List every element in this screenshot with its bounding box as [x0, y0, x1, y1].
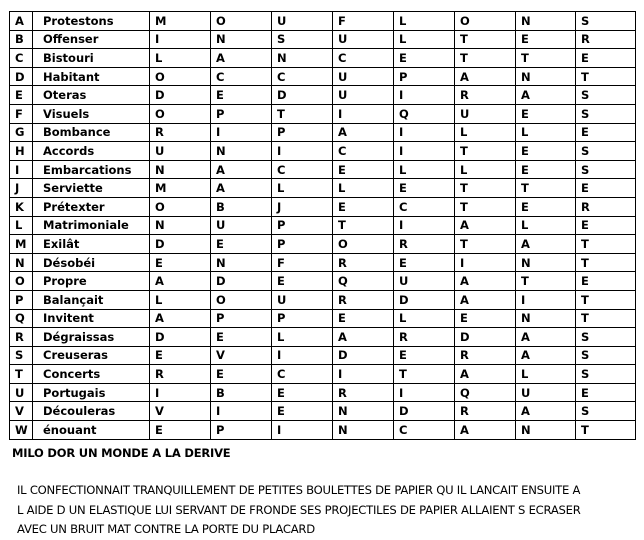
row-word-cell: Invitent [33, 309, 150, 328]
letter-cell: E [516, 142, 576, 161]
letter-cell: A [455, 365, 516, 384]
row-letter-cell: H [10, 142, 33, 161]
grid-row [10, 216, 636, 235]
row-word-cell: Embarcations [33, 160, 150, 179]
row-letter-cell: K [10, 197, 33, 216]
letter-cell: S [576, 12, 636, 31]
row-letter-cell: T [10, 365, 33, 384]
letter-cell: N [150, 160, 211, 179]
row-word-cell: Balançait [33, 290, 150, 309]
letter-cell: E [150, 346, 211, 365]
grid-row [10, 272, 636, 291]
letter-cell: R [576, 197, 636, 216]
row-word-cell: Concerts [33, 365, 150, 384]
letter-cell: I [272, 421, 333, 440]
grid-row [10, 309, 636, 328]
letter-cell: A [211, 160, 272, 179]
grid-row [10, 160, 636, 179]
letter-cell: Q [333, 272, 394, 291]
row-letter-cell: R [10, 328, 33, 347]
letter-cell: U [516, 383, 576, 402]
letter-cell: A [211, 179, 272, 198]
letter-cell: B [211, 197, 272, 216]
letter-cell: I [333, 365, 394, 384]
letter-cell: L [516, 216, 576, 235]
letter-cell: R [150, 123, 211, 142]
row-letter-cell: W [10, 421, 33, 440]
letter-cell: E [516, 30, 576, 49]
letter-cell: T [455, 197, 516, 216]
letter-cell: O [150, 104, 211, 123]
letter-cell: U [455, 104, 516, 123]
letter-cell: C [211, 67, 272, 86]
letter-cell: M [150, 12, 211, 31]
grid-row [10, 197, 636, 216]
letter-cell: N [516, 309, 576, 328]
row-letter-cell: Q [10, 309, 33, 328]
letter-cell: E [272, 402, 333, 421]
row-letter-cell: L [10, 216, 33, 235]
letter-cell: E [516, 104, 576, 123]
letter-cell: T [516, 272, 576, 291]
letter-cell: E [211, 365, 272, 384]
letter-cell: T [576, 253, 636, 272]
letter-cell: B [211, 383, 272, 402]
letter-cell: L [455, 160, 516, 179]
letter-cell: C [333, 142, 394, 161]
letter-cell: S [576, 142, 636, 161]
letter-cell: R [455, 346, 516, 365]
letter-cell: D [150, 328, 211, 347]
letter-cell: L [333, 179, 394, 198]
letter-cell: E [576, 216, 636, 235]
letter-cell: A [455, 216, 516, 235]
paragraph-text [17, 481, 637, 540]
letter-cell: E [150, 253, 211, 272]
letter-cell: I [150, 383, 211, 402]
letter-cell: I [272, 142, 333, 161]
letter-cell: D [394, 402, 455, 421]
letter-cell: D [150, 235, 211, 254]
grid-row [10, 346, 636, 365]
letter-cell: R [455, 402, 516, 421]
letter-cell: I [394, 123, 455, 142]
letter-cell: N [516, 67, 576, 86]
caption-title: MILO DOR UN MONDE A LA DERIVE [12, 446, 231, 460]
letter-cell: P [272, 123, 333, 142]
letter-cell: E [576, 179, 636, 198]
letter-cell: T [516, 49, 576, 68]
row-letter-cell: B [10, 30, 33, 49]
letter-cell: E [272, 383, 333, 402]
letter-cell: D [455, 328, 516, 347]
letter-cell: R [333, 383, 394, 402]
row-letter-cell: V [10, 402, 33, 421]
letter-cell: N [516, 253, 576, 272]
letter-cell: D [333, 346, 394, 365]
letter-cell: T [576, 235, 636, 254]
letter-cell: A [211, 49, 272, 68]
row-word-cell: Dégraissas [33, 328, 150, 347]
letter-cell: E [576, 272, 636, 291]
letter-cell: C [394, 197, 455, 216]
letter-cell: R [394, 328, 455, 347]
row-letter-cell: N [10, 253, 33, 272]
letter-cell: P [394, 67, 455, 86]
letter-cell: E [394, 253, 455, 272]
letter-cell: O [333, 235, 394, 254]
grid-row [10, 421, 636, 440]
row-letter-cell: U [10, 383, 33, 402]
row-word-cell: Prétexter [33, 197, 150, 216]
row-word-cell: énouant [33, 421, 150, 440]
letter-cell: T [576, 421, 636, 440]
letter-cell: A [455, 421, 516, 440]
letter-cell: U [333, 86, 394, 105]
letter-cell: N [333, 402, 394, 421]
row-letter-cell: F [10, 104, 33, 123]
paragraph-line-2: L AIDE D UN ELASTIQUE LUI SERVANT DE FRONDE SES PROJECTILES DE PAPIER ALLAIENT S ECRASER [17, 502, 581, 517]
row-letter-cell: P [10, 290, 33, 309]
letter-cell: P [211, 421, 272, 440]
letter-cell: P [272, 216, 333, 235]
letter-cell: A [455, 67, 516, 86]
row-word-cell: Serviette [33, 179, 150, 198]
letter-cell: S [576, 104, 636, 123]
letter-cell: O [150, 197, 211, 216]
letter-cell: A [333, 328, 394, 347]
letter-cell: U [394, 272, 455, 291]
letter-cell: D [394, 290, 455, 309]
letter-cell: T [516, 179, 576, 198]
grid-row [10, 30, 636, 49]
row-letter-cell: J [10, 179, 33, 198]
letter-cell: E [333, 197, 394, 216]
row-word-cell: Exilât [33, 235, 150, 254]
letter-cell: E [576, 49, 636, 68]
letter-cell: L [394, 30, 455, 49]
letter-cell: T [333, 216, 394, 235]
letter-cell: E [211, 328, 272, 347]
letter-cell: L [150, 49, 211, 68]
letter-cell: A [150, 309, 211, 328]
letter-cell: O [455, 12, 516, 31]
letter-cell: N [150, 216, 211, 235]
grid-row [10, 383, 636, 402]
letter-cell: I [150, 30, 211, 49]
letter-cell: E [576, 383, 636, 402]
letter-cell: S [576, 365, 636, 384]
row-letter-cell: M [10, 235, 33, 254]
letter-cell: J [272, 197, 333, 216]
letter-cell: P [211, 104, 272, 123]
grid-row [10, 12, 636, 31]
grid-row [10, 290, 636, 309]
row-letter-cell: G [10, 123, 33, 142]
row-word-cell: Creuseras [33, 346, 150, 365]
letter-cell: E [394, 179, 455, 198]
letter-cell: E [272, 272, 333, 291]
letter-cell: I [394, 383, 455, 402]
letter-cell: N [333, 421, 394, 440]
grid-row [10, 253, 636, 272]
letter-cell: T [455, 179, 516, 198]
letter-cell: S [576, 328, 636, 347]
letter-cell: S [576, 346, 636, 365]
letter-cell: L [394, 12, 455, 31]
letter-cell: A [455, 290, 516, 309]
letter-cell: A [516, 402, 576, 421]
row-word-cell: Désobéi [33, 253, 150, 272]
letter-cell: E [333, 160, 394, 179]
grid-row [10, 142, 636, 161]
letter-cell: A [516, 346, 576, 365]
letter-cell: U [211, 216, 272, 235]
row-letter-cell: C [10, 49, 33, 68]
letter-cell: O [150, 67, 211, 86]
letter-cell: N [516, 12, 576, 31]
letter-cell: C [272, 160, 333, 179]
letter-cell: R [333, 290, 394, 309]
letter-cell: L [150, 290, 211, 309]
letter-cell: F [333, 12, 394, 31]
row-word-cell: Habitant [33, 67, 150, 86]
grid-row [10, 179, 636, 198]
letter-cell: R [150, 365, 211, 384]
letter-cell: L [272, 179, 333, 198]
word-grid-body [10, 12, 636, 440]
letter-cell: L [455, 123, 516, 142]
letter-cell: L [272, 328, 333, 347]
row-word-cell: Accords [33, 142, 150, 161]
grid-row [10, 49, 636, 68]
letter-cell: I [272, 346, 333, 365]
grid-row [10, 328, 636, 347]
letter-cell: C [272, 67, 333, 86]
row-word-cell: Matrimoniale [33, 216, 150, 235]
letter-cell: I [333, 104, 394, 123]
letter-cell: I [211, 123, 272, 142]
letter-cell: E [211, 86, 272, 105]
row-word-cell: Découleras [33, 402, 150, 421]
letter-cell: L [516, 123, 576, 142]
letter-cell: N [211, 30, 272, 49]
letter-cell: N [211, 253, 272, 272]
letter-cell: N [516, 421, 576, 440]
row-word-cell: Visuels [33, 104, 150, 123]
letter-cell: T [576, 67, 636, 86]
letter-cell: S [576, 402, 636, 421]
row-word-cell: Protestons [33, 12, 150, 31]
grid-row [10, 123, 636, 142]
letter-cell: D [272, 86, 333, 105]
letter-cell: T [272, 104, 333, 123]
word-grid-table [9, 11, 636, 440]
letter-cell: S [272, 30, 333, 49]
letter-cell: U [150, 142, 211, 161]
letter-cell: V [150, 402, 211, 421]
letter-cell: M [150, 179, 211, 198]
letter-cell: E [150, 421, 211, 440]
row-word-cell: Offenser [33, 30, 150, 49]
row-word-cell: Oteras [33, 86, 150, 105]
letter-cell: P [272, 309, 333, 328]
letter-cell: L [394, 160, 455, 179]
letter-cell: V [211, 346, 272, 365]
letter-cell: T [576, 309, 636, 328]
grid-row [10, 235, 636, 254]
letter-cell: U [333, 67, 394, 86]
letter-cell: E [394, 346, 455, 365]
letter-cell: C [394, 421, 455, 440]
letter-cell: L [394, 309, 455, 328]
letter-cell: A [333, 123, 394, 142]
letter-cell: U [272, 290, 333, 309]
letter-cell: U [272, 12, 333, 31]
grid-row [10, 86, 636, 105]
letter-cell: T [576, 290, 636, 309]
grid-row [10, 365, 636, 384]
letter-cell: E [455, 309, 516, 328]
row-word-cell: Propre [33, 272, 150, 291]
letter-cell: S [576, 86, 636, 105]
letter-cell: N [211, 142, 272, 161]
letter-cell: T [455, 142, 516, 161]
letter-cell: O [211, 290, 272, 309]
letter-cell: E [394, 49, 455, 68]
row-word-cell: Bistouri [33, 49, 150, 68]
letter-cell: C [272, 365, 333, 384]
row-letter-cell: S [10, 346, 33, 365]
row-letter-cell: E [10, 86, 33, 105]
letter-cell: O [211, 12, 272, 31]
letter-cell: A [516, 328, 576, 347]
letter-cell: T [455, 235, 516, 254]
letter-cell: Q [394, 104, 455, 123]
letter-cell: A [455, 272, 516, 291]
letter-cell: A [150, 272, 211, 291]
letter-cell: F [272, 253, 333, 272]
letter-cell: D [150, 86, 211, 105]
grid-row [10, 402, 636, 421]
letter-cell: D [211, 272, 272, 291]
row-letter-cell: D [10, 67, 33, 86]
letter-cell: I [394, 216, 455, 235]
row-word-cell: Portugais [33, 383, 150, 402]
paragraph-line-1: IL CONFECTIONNAIT TRANQUILLEMENT DE PETITES BOULETTES DE PAPIER QU IL LANCAIT ENSUITE A [17, 483, 581, 497]
letter-cell: L [516, 365, 576, 384]
letter-cell: Q [455, 383, 516, 402]
letter-cell: I [394, 142, 455, 161]
letter-cell: T [394, 365, 455, 384]
paragraph-line-3: AVEC UN BRUIT MAT CONTRE LA PORTE DU PLACARD [17, 522, 315, 536]
letter-cell: A [516, 235, 576, 254]
letter-cell: P [211, 309, 272, 328]
letter-cell: I [516, 290, 576, 309]
letter-cell: U [333, 30, 394, 49]
row-word-cell: Bombance [33, 123, 150, 142]
letter-cell: A [516, 86, 576, 105]
row-letter-cell: O [10, 272, 33, 291]
letter-cell: E [516, 197, 576, 216]
letter-cell: E [211, 235, 272, 254]
letter-cell: I [211, 402, 272, 421]
grid-row [10, 104, 636, 123]
letter-cell: R [333, 253, 394, 272]
letter-cell: R [576, 30, 636, 49]
letter-cell: S [576, 160, 636, 179]
letter-cell: R [394, 235, 455, 254]
letter-cell: T [455, 30, 516, 49]
letter-cell: P [272, 235, 333, 254]
row-letter-cell: A [10, 12, 33, 31]
letter-cell: E [333, 309, 394, 328]
letter-cell: T [455, 49, 516, 68]
letter-cell: I [394, 86, 455, 105]
letter-cell: R [455, 86, 516, 105]
letter-cell: N [272, 49, 333, 68]
letter-cell: C [333, 49, 394, 68]
letter-cell: I [455, 253, 516, 272]
letter-cell: E [576, 123, 636, 142]
letter-cell: E [516, 160, 576, 179]
grid-row [10, 67, 636, 86]
row-letter-cell: I [10, 160, 33, 179]
